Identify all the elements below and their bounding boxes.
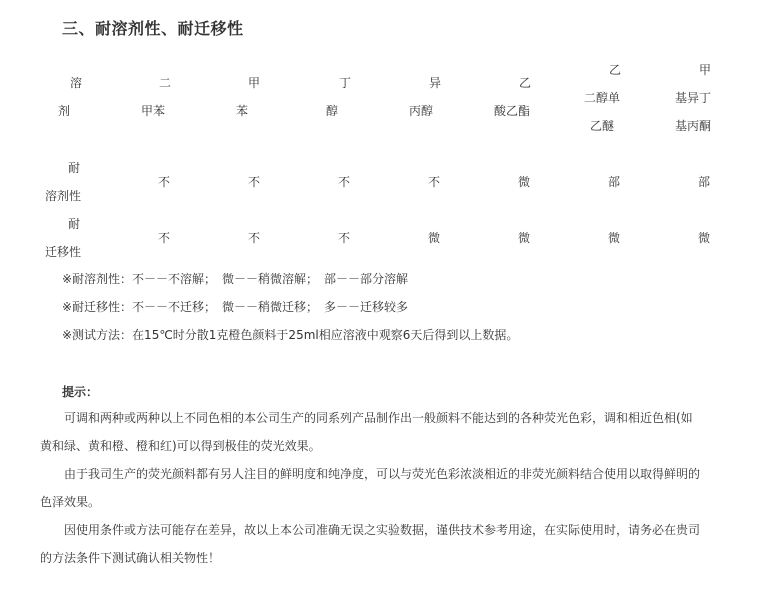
value-glycol-ether: 微 — [608, 231, 621, 245]
row-label-line2: 迁移性 — [45, 245, 82, 259]
note-test-method: ※测试方法：在15℃时分散1克橙色颜料于25ml相应溶液中观察6天后得到以上数据。 — [62, 328, 519, 342]
header-isopropanol-line2: 丙醇 — [409, 104, 434, 118]
header-toluene-line2: 苯 — [236, 104, 249, 118]
header-butanol-line2: 醇 — [326, 104, 339, 118]
tip-paragraph-1: 可调和两种或两种以上不同色相的本公司生产的同系列产品制作出一般颜料不能达到的各种荧光色彩，调和相近色相(如黄和绿、黄和橙、橙和红)可以得到极佳的荧光效果。 — [40, 411, 693, 453]
value-toluene: 不 — [248, 175, 261, 189]
value-isopropanol: 微 — [428, 231, 441, 245]
row-label-line1: 耐 — [68, 161, 81, 175]
header-ethyl-acetate-line1: 乙 — [519, 76, 532, 90]
value-isopropanol: 不 — [428, 175, 441, 189]
tip-paragraph-2: 由于我司生产的荧光颜料都有另人注目的鲜明度和纯净度，可以与荧光色彩浓淡相近的非荧光颜料结合使用以取得鲜明的色泽效果。 — [40, 467, 701, 509]
value-toluene: 不 — [248, 231, 261, 245]
header-glycol-ether-line3: 乙醚 — [590, 119, 615, 133]
tip-paragraph-3: 因使用条件或方法可能存在差异，故以上本公司准确无误之实验数据，谨供技术参考用途，在实际使用时，请务必在贵司的方法条件下测试确认相关物性！ — [40, 523, 701, 565]
header-xylene-line2: 甲苯 — [141, 104, 166, 118]
row-label-line1: 耐 — [68, 217, 81, 231]
header-solvent-line2: 剂 — [58, 104, 71, 118]
row-label-line2: 溶剂性 — [45, 189, 82, 203]
tips-title: 提示： — [62, 385, 99, 399]
note-solvent-legend: ※耐溶剂性：不－－不溶解； 微－－稍微溶解； 部－－部分溶解 — [62, 272, 409, 286]
value-ethyl-acetate: 微 — [518, 175, 531, 189]
header-toluene-line1: 甲 — [248, 76, 261, 90]
value-glycol-ether: 部 — [608, 175, 621, 189]
value-butanol: 不 — [338, 231, 351, 245]
header-butanol-line1: 丁 — [339, 76, 352, 90]
header-xylene-line1: 二 — [159, 76, 172, 90]
header-mibk-line2: 基异丁 — [675, 91, 712, 105]
value-butanol: 不 — [338, 175, 351, 189]
value-mibk: 部 — [698, 175, 711, 189]
value-mibk: 微 — [698, 231, 711, 245]
value-xylene: 不 — [158, 175, 171, 189]
value-ethyl-acetate: 微 — [518, 231, 531, 245]
header-glycol-ether-line2: 二醇单 — [584, 91, 621, 105]
header-solvent-line1: 溶 — [70, 76, 83, 90]
header-isopropanol-line1: 异 — [429, 76, 442, 90]
header-glycol-ether-line1: 乙 — [609, 63, 622, 77]
header-mibk-line1: 甲 — [699, 63, 712, 77]
header-mibk-line3: 基丙酮 — [675, 119, 712, 133]
header-ethyl-acetate-line2: 酸乙酯 — [494, 104, 531, 118]
note-migration-legend: ※耐迁移性：不－－不迁移； 微－－稍微迁移； 多－－迁移较多 — [62, 300, 409, 314]
section-title: 三、耐溶剂性、耐迁移性 — [62, 19, 244, 38]
value-xylene: 不 — [158, 231, 171, 245]
